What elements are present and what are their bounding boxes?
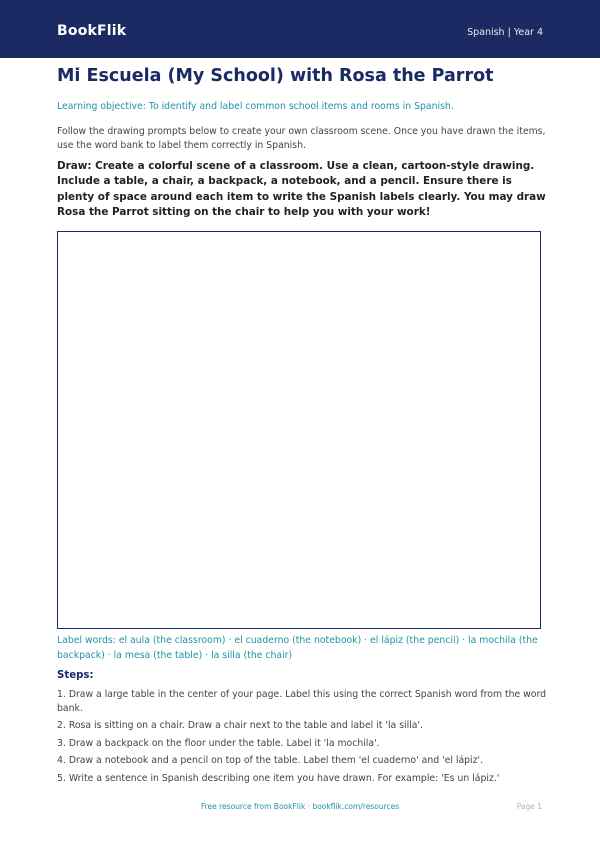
steps-list [57, 688, 547, 789]
step-item: 2. Rosa is sitting on a chair. Draw a chair next to the table and label it 'la silla'. [57, 720, 423, 731]
word-bank: Label words: el aula (the classroom) · el cuaderno (the notebook) · el lápiz (the pencil) · la mochila (the backpack) · la mesa (the table) · la silla (the chair) [57, 635, 538, 661]
step-item: 4. Draw a notebook and a pencil on top of the table. Label them 'el cuaderno' and 'el lápiz'. [57, 755, 484, 766]
learning-objective: Learning objective: To identify and label common school items and rooms in Spanish. [57, 101, 454, 112]
steps-heading: Steps: [57, 670, 94, 681]
drawing-area[interactable] [57, 231, 541, 629]
brand-logo-text: BookFlik [57, 23, 127, 39]
step-item: 3. Draw a backpack on the floor under the table. Label it 'la mochila'. [57, 737, 380, 749]
intro-text: Follow the drawing prompts below to create your own classroom scene. Once you have drawn the items, use the word bank to label them correctly in Spanish. [57, 126, 546, 151]
step-item: 5. Write a sentence in Spanish describing one item you have drawn. For example: 'Es un lápiz.' [57, 772, 500, 784]
drawing-prompt: Draw: Create a colorful scene of a classroom. Use a clean, cartoon-style drawing. Include a table, a chair, a backpack, a notebook, and a pencil. Ensure there is plenty of space around each item to write the Spanish labels clearly. You may draw Rosa the Parrot sitting on the chair to help you with your work! [57, 160, 546, 219]
footer-text: Free resource from BookFlik · bookflik.com/resources [200, 802, 400, 811]
step-item: 1. Draw a large table in the center of your page. Label this using the correct Spanish word from the word bank. [57, 689, 547, 714]
page-title: Mi Escuela (My School) with Rosa the Parrot [57, 66, 494, 86]
page-header [0, 0, 600, 58]
subject-year-label: Spanish | Year 4 [467, 27, 543, 38]
page-number: Page 1 [516, 802, 542, 811]
